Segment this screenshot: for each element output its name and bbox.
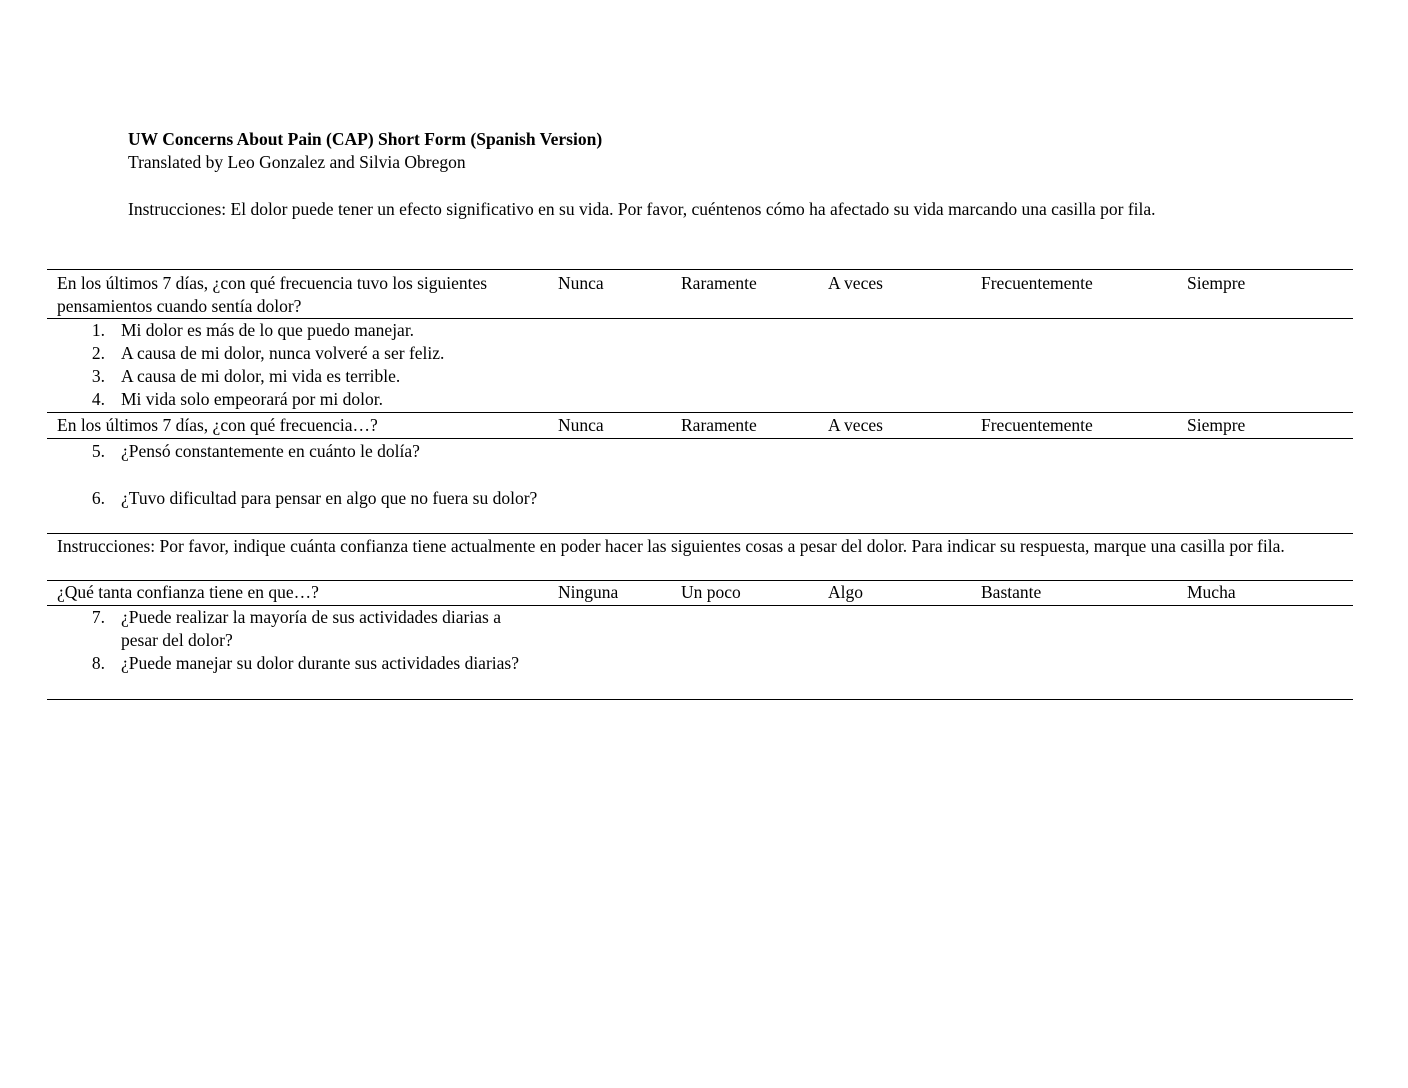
section1-option-1: Nunca bbox=[558, 273, 604, 293]
item-number: 1. bbox=[91, 320, 105, 340]
section1-option-2: Raramente bbox=[681, 273, 757, 293]
section1-option-5: Siempre bbox=[1187, 273, 1246, 293]
document-title: UW Concerns About Pain (CAP) Short Form (Spanish Version) bbox=[128, 129, 603, 149]
item-text: A causa de mi dolor, nunca volveré a ser feliz. bbox=[121, 343, 445, 363]
item-number: 6. bbox=[91, 488, 105, 508]
section2-question: En los últimos 7 días, ¿con qué frecuencia…? bbox=[57, 415, 378, 435]
section2-option-4: Frecuentemente bbox=[981, 415, 1093, 435]
section1-option-3: A veces bbox=[828, 273, 883, 293]
section3-option-1: Ninguna bbox=[558, 582, 619, 602]
item-text: Mi dolor es más de lo que puedo manejar. bbox=[121, 320, 415, 340]
section2-items bbox=[47, 439, 1353, 534]
section2-option-1: Nunca bbox=[558, 415, 604, 435]
item-number: 4. bbox=[91, 389, 105, 409]
section3-instructions-row bbox=[47, 534, 1353, 581]
section3-option-2: Un poco bbox=[681, 582, 741, 602]
item-text: ¿Puede realizar la mayoría de sus actividades diarias a pesar del dolor? bbox=[121, 607, 501, 650]
section1-option-4: Frecuentemente bbox=[981, 273, 1093, 293]
section1-header-row bbox=[47, 270, 1353, 319]
item-text: Mi vida solo empeorará por mi dolor. bbox=[121, 389, 383, 409]
item-number: 7. bbox=[91, 607, 105, 627]
section3-instructions: Instrucciones: Por favor, indique cuánta confianza tiene actualmente en poder hacer las siguientes cosas a pesar del dolor. Para indicar su respuesta, marque una casilla por fila. bbox=[57, 536, 1285, 556]
item-text: ¿Pensó constantemente en cuánto le dolía? bbox=[121, 441, 420, 461]
item-number: 3. bbox=[91, 366, 105, 386]
section3-option-4: Bastante bbox=[981, 582, 1042, 602]
section3-items bbox=[47, 606, 1353, 700]
section2-header-row bbox=[47, 413, 1353, 439]
section3-option-3: Algo bbox=[828, 582, 863, 602]
section1-question: En los últimos 7 días, ¿con qué frecuencia tuvo los siguientes pensamientos cuando sentía dolor? bbox=[57, 273, 488, 316]
section3-option-5: Mucha bbox=[1187, 582, 1236, 602]
item-text: ¿Puede manejar su dolor durante sus actividades diarias? bbox=[121, 653, 519, 673]
section1-items bbox=[47, 319, 1353, 413]
document-header bbox=[128, 128, 1348, 221]
section3-header-row bbox=[47, 581, 1353, 606]
item-number: 8. bbox=[91, 653, 105, 673]
section2-option-3: A veces bbox=[828, 415, 883, 435]
section3-question: ¿Qué tanta confianza tiene en que…? bbox=[57, 582, 319, 602]
document-subtitle: Translated by Leo Gonzalez and Silvia Obregon bbox=[128, 151, 466, 172]
item-text: A causa de mi dolor, mi vida es terrible. bbox=[121, 366, 401, 386]
section2-option-2: Raramente bbox=[681, 415, 757, 435]
questionnaire-table bbox=[47, 269, 1353, 700]
instructions-text: Instrucciones: El dolor puede tener un efecto significativo en su vida. Por favor, cuéntenos cómo ha afectado su vida marcando una casilla por fila. bbox=[128, 199, 1156, 219]
item-text: ¿Tuvo dificultad para pensar en algo que no fuera su dolor? bbox=[121, 488, 538, 508]
item-number: 2. bbox=[91, 343, 105, 363]
item-number: 5. bbox=[91, 441, 105, 461]
section2-option-5: Siempre bbox=[1187, 415, 1246, 435]
